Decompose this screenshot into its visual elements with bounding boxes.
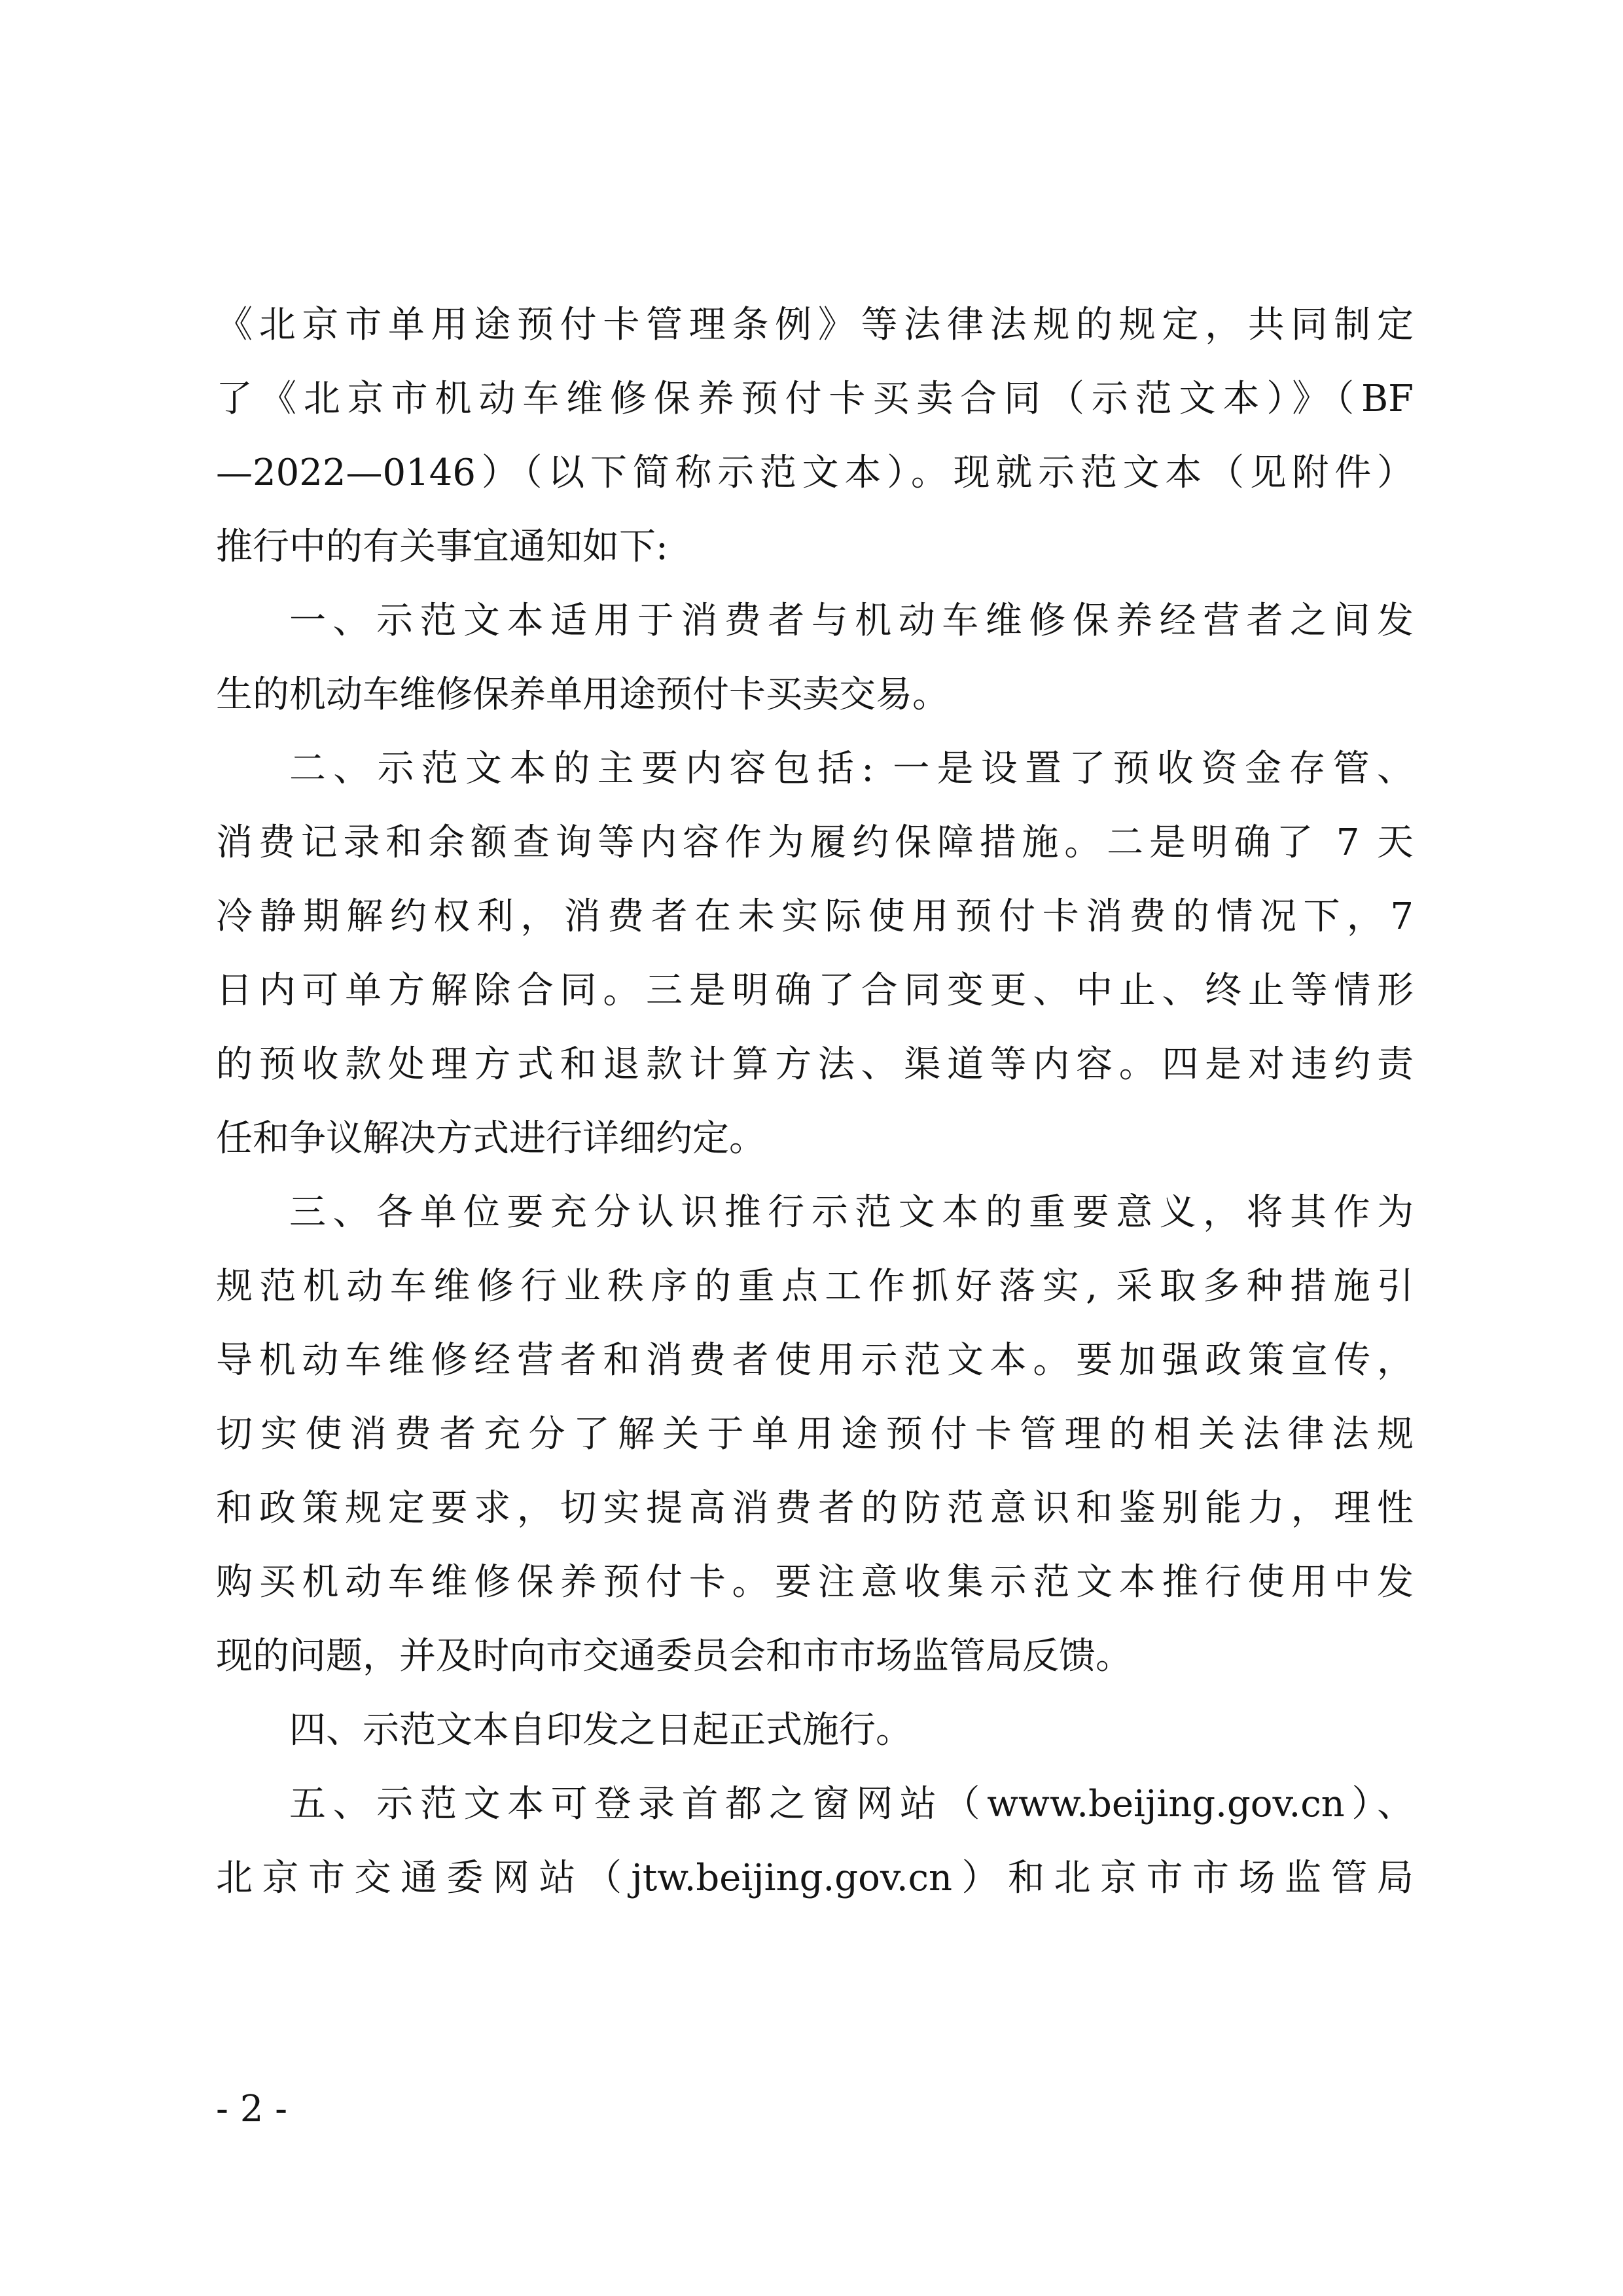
text-line: 消费记录和余额查询等内容作为履约保障措施。二是明确了 7 天 (216, 821, 1414, 864)
text-line: 三、各单位要充分认识推行示范文本的重要意义，将其作为 (289, 1191, 1414, 1234)
text-line: 了《北京市机动车维修保养预付卡买卖合同（示范文本）》（BF (216, 378, 1414, 420)
text-line: 导机动车维修经营者和消费者使用示范文本。要加强政策宣传， (216, 1339, 1414, 1382)
text-line: 日内可单方解除合同。三是明确了合同变更、中止、终止等情形 (216, 969, 1414, 1012)
text-line: 现的问题，并及时向市交通委员会和市市场监管局反馈。 (216, 1635, 1132, 1677)
text-line: 一、示范文本适用于消费者与机动车维修保养经营者之间发 (289, 600, 1414, 642)
text-line: 推行中的有关事宜通知如下: (216, 526, 668, 568)
item-1-paragraph (216, 584, 1414, 732)
text-line: 二、示范文本的主要内容包括: 一是设置了预收资金存管、 (289, 747, 1414, 790)
text-line: 冷静期解约权利，消费者在未实际使用预付卡消费的情况下，7 (216, 895, 1414, 938)
item-5-paragraph (216, 1767, 1414, 1915)
text-line: 北京市交通委网站（jtw.beijing.gov.cn）和北京市市场监管局 (216, 1857, 1414, 1899)
text-line: 任和争议解决方式进行详细约定。 (216, 1117, 766, 1160)
text-line: —2022—0146）（以下简称示范文本）。现就示范文本（见附件） (216, 452, 1414, 494)
item-4-paragraph (216, 1693, 1414, 1767)
text-line: 五、示范文本可登录首都之窗网站（www.beijing.gov.cn）、 (289, 1783, 1414, 1825)
text-line: 四、示范文本自印发之日起正式施行。 (289, 1709, 912, 1751)
document-body (216, 288, 1414, 1915)
page-number: - 2 - (216, 2088, 288, 2130)
text-line: 规范机动车维修行业秩序的重点工作抓好落实, 采取多种措施引 (216, 1265, 1414, 1308)
text-line: 和政策规定要求，切实提高消费者的防范意识和鉴别能力，理性 (216, 1487, 1414, 1530)
item-3-paragraph (216, 1175, 1414, 1693)
text-line: 切实使消费者充分了解关于单用途预付卡管理的相关法律法规 (216, 1413, 1414, 1456)
text-line: 生的机动车维修保养单用途预付卡买卖交易。 (216, 673, 949, 716)
text-line: 《北京市单用途预付卡管理条例》等法律法规的规定，共同制定 (216, 304, 1414, 346)
text-line: 的预收款处理方式和退款计算方法、渠道等内容。四是对违约责 (216, 1043, 1414, 1086)
text-line: 购买机动车维修保养预付卡。要注意收集示范文本推行使用中发 (216, 1561, 1414, 1604)
item-2-paragraph (216, 732, 1414, 1175)
intro-paragraph (216, 288, 1414, 584)
